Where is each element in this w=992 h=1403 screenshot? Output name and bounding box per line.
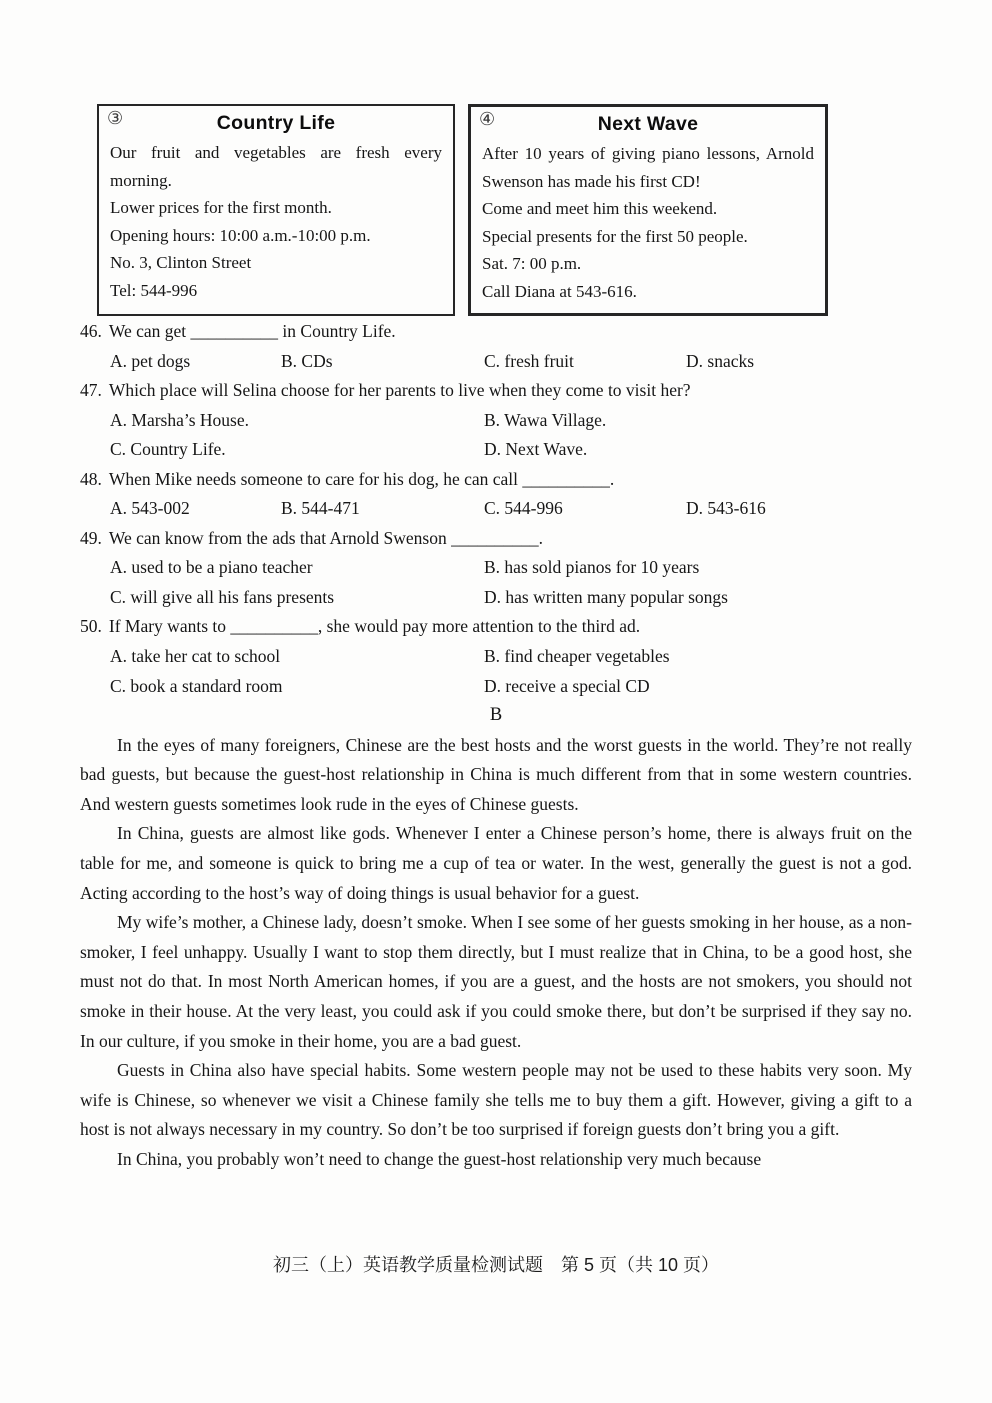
section-b-label: B [489,705,503,726]
question-text: We can get __________ in Country Life. [108,321,396,341]
ad-title-country-life: Country Life [216,112,336,134]
option-b: B. Wawa Village. [484,409,607,430]
question-50-options-row2 [80,672,912,702]
circled-number-4: ④ [479,109,496,129]
question-46-options [80,347,912,377]
question-47-options-row1 [80,406,912,436]
page-footer: 初三（上）英语教学质量检测试题 第 5 页（共 10 页） [272,1255,720,1275]
option-d: D. Next Wave. [484,439,588,460]
passage-paragraph-2: In China, guests are almost like gods. Whenever I enter a Chinese person’s home, there is always fruit on the table for me, and someone is quick to bring me a cup of tea or water. In the west, generally the guest is not a god. Acting according to the host’s way of doing things is usual behavior for a guest. [80,823,912,903]
question-46 [80,317,912,347]
question-number: 47. [80,380,102,401]
ad-body [482,140,814,306]
ad-country-life [97,104,455,316]
circled-number-3: ③ [107,108,124,128]
question-number: 48. [80,468,102,489]
ad-line: Our fruit and vegetables are fresh every morning. [110,143,442,190]
question-number: 50. [80,616,102,637]
passage-paragraph-3: My wife’s mother, a Chinese lady, doesn’t smoke. When I see some of her guests smoking in her house, as a non-smoker, I feel unhappy. Usually I want to stop them directly, but I must realize that in China, to be a good host, she must not do that. In most North American homes, if you are a guest, and the hosts are not smokers, you should not smoke in their house. At the very least, you could ask if you could smoke there, but don’t be surprised if they say no. In our culture, if you smoke in their home, you are a bad guest. [80,912,912,1051]
option-d: D. 543-616 [686,498,766,519]
option-b: B. CDs [281,350,333,371]
question-49-options-row2 [80,583,912,613]
reading-passage [80,731,912,1175]
option-c: C. will give all his fans presents [110,586,335,607]
question-number: 46. [80,321,102,341]
ad-line: Opening hours: 10:00 a.m.-10:00 p.m. [110,225,371,245]
ad-line: Tel: 544-996 [110,280,198,300]
option-d: D. snacks [686,350,755,371]
question-47 [80,376,912,406]
question-49 [80,524,912,554]
ad-line: No. 3, Clinton Street [110,253,252,273]
passage-paragraph-4: Guests in China also have special habits. Some western people may not be used to these habits very soon. My wife is Chinese, so whenever we visit a Chinese family she tells me to buy them a gift. However, giving a gift to a host is not always necessary in my country. So don’t be too surprised if foreign guests don’t bring you a gift. [80,1060,912,1140]
question-47-options-row2 [80,435,912,465]
option-a: A. 543-002 [110,498,190,519]
question-50-options-row1 [80,642,912,672]
question-text: If Mary wants to __________, she would pay more attention to the third ad. [108,616,641,637]
question-49-options-row1 [80,553,912,583]
ad-line: Special presents for the first 50 people. [482,226,748,246]
question-50 [80,612,912,642]
option-d: D. receive a special CD [484,675,650,696]
option-a: A. pet dogs [110,350,191,371]
ad-body [110,139,442,305]
ad-line: After 10 years of giving piano lessons, Arnold Swenson has made his first CD! [482,144,814,191]
question-number: 49. [80,527,102,548]
passage-paragraph-5: In China, you probably won’t need to change the guest-host relationship very much because [117,1148,762,1169]
option-c: C. book a standard room [110,675,283,696]
option-c: C. 544-996 [484,498,563,519]
option-c: C. fresh fruit [484,350,574,371]
ad-title-next-wave: Next Wave [597,113,699,135]
ad-line: Come and meet him this weekend. [482,199,718,219]
question-48 [80,465,912,495]
question-text: Which place will Selina choose for her parents to live when they come to visit her? [108,380,691,401]
option-d: D. has written many popular songs [484,586,728,607]
option-b: B. find cheaper vegetables [484,646,670,667]
option-c: C. Country Life. [110,439,226,460]
option-a: A. take her cat to school [110,646,281,667]
ad-next-wave [468,104,828,316]
question-section [80,317,912,1175]
ads-row [97,104,828,316]
question-48-options [80,494,912,524]
ad-line: Lower prices for the first month. [110,198,332,218]
ad-line: Call Diana at 543-616. [482,281,637,301]
option-a: A. used to be a piano teacher [110,557,313,578]
question-text: When Mike needs someone to care for his dog, he can call __________. [108,468,615,489]
option-b: B. 544-471 [281,498,360,519]
ad-line: Sat. 7: 00 p.m. [482,254,582,274]
question-text: We can know from the ads that Arnold Swenson __________. [108,527,543,548]
option-a: A. Marsha’s House. [110,409,250,430]
passage-paragraph-1: In the eyes of many foreigners, Chinese are the best hosts and the worst guests in the world. They’re not really bad guests, but because the guest-host relationship in China is much different from that in some western countries. And western guests sometimes look rude in the eyes of Chinese guests. [80,734,912,814]
option-b: B. has sold pianos for 10 years [484,557,700,578]
